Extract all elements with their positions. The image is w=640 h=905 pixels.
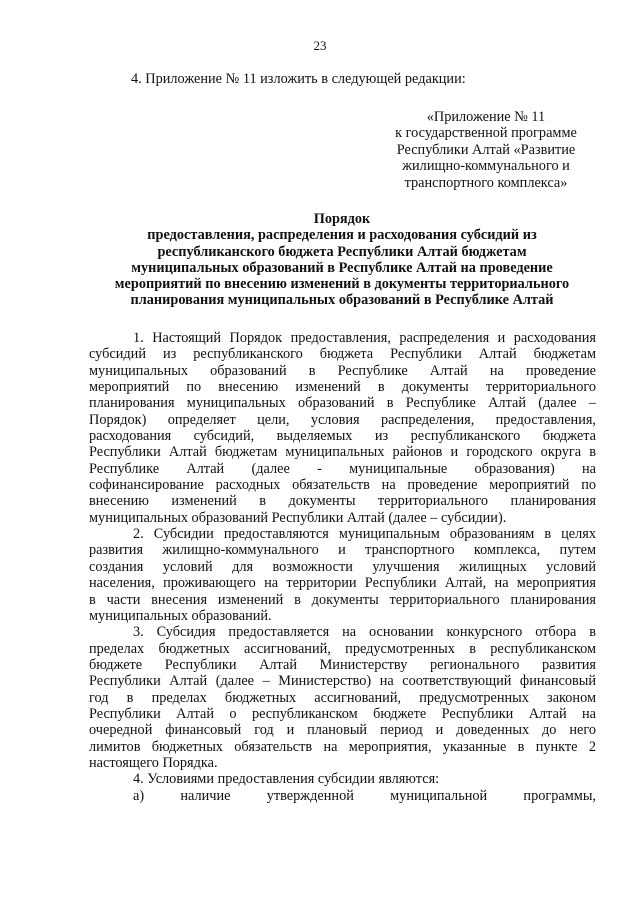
body-text [89, 330, 596, 804]
paragraph-line: бюджете Республики Алтай Министерству регионального развития [89, 656, 596, 673]
paragraph-line: населения, проживающего на территории Республики Алтай, на мероприятия [89, 575, 596, 592]
paragraph-line: Республики Алтай (далее – Министерство) на соответствующий финансовый [89, 673, 596, 690]
paragraph-line: мероприятий по внесению изменений в документы территориального [89, 379, 596, 396]
annex-line: Республики Алтай «Развитие [396, 141, 576, 158]
title-line: мероприятий по внесению изменений в документы территориального [114, 276, 570, 293]
paragraph-line: создания условий для возможности улучшения жилищных условий [89, 558, 596, 575]
paragraph [89, 771, 596, 787]
title-line: муниципальных образований в Республике Алтай на проведение [131, 259, 553, 276]
paragraph-line: год в пределах бюджетных ассигнований, предусмотренных законом [89, 689, 596, 706]
title-line: планирования муниципальных образований в Республике Алтай [130, 292, 554, 309]
annex-line: жилищно-коммунального и [402, 158, 570, 175]
paragraph-line: расходования субсидий, выделяемых из республиканского бюджета [89, 428, 596, 445]
paragraph [89, 526, 596, 624]
paragraph-line: софинансирование расходных обязательств на проведение мероприятий по [89, 477, 596, 494]
paragraph-line: муниципальных образований в Республике Алтай на проведение [89, 362, 596, 379]
paragraph-line: Республики Алтай бюджетам муниципальных районов и городского округа в [89, 444, 596, 461]
paragraph-line: внесению изменений в документы территориального планирования [89, 493, 596, 510]
annex-line: транспортного комплекса» [404, 174, 568, 191]
document-title [88, 211, 596, 309]
paragraph-line: настоящего Порядка. [89, 754, 218, 771]
paragraph [89, 330, 596, 526]
annex-heading [372, 109, 600, 191]
title-line: предоставления, распределения и расходования субсидий из [147, 227, 537, 244]
paragraph-line: в части внесения изменений в документы территориального планирования [89, 591, 596, 608]
paragraph-line: Порядок) определяет цели, условия распределения, предоставления, [89, 411, 596, 428]
title-line: республиканского бюджета Республики Алтай бюджетам [157, 243, 527, 260]
page-number: 23 [313, 38, 327, 53]
paragraph-line: Республики Алтай о республиканском бюджете Республики Алтай на [89, 705, 596, 722]
paragraph-line: очередной финансовый год и плановый период и доведенных до него [89, 722, 596, 739]
annex-line: «Приложение № 11 [426, 109, 546, 125]
paragraph-line: пределах бюджетных ассигнований, предусмотренных в республиканском [89, 640, 596, 657]
amendment-intro: 4. Приложение № 11 изложить в следующей редакции: [131, 71, 466, 87]
paragraph-line: развития жилищно-коммунального и транспортного комплекса, путем [89, 542, 596, 559]
annex-line: к государственной программе [395, 125, 577, 142]
paragraph-line: а) наличие утвержденной муниципальной программы, [133, 787, 596, 804]
paragraph-line: 2. Субсидии предоставляются муниципальным образованиям в целях [133, 526, 596, 543]
title-line: Порядок [313, 211, 371, 227]
paragraph-line: планирования муниципальных образований в Республике Алтай (далее – [89, 395, 596, 412]
paragraph-line: 1. Настоящий Порядок предоставления, распределения и расходования [133, 330, 596, 346]
paragraph-line: 4. Условиями предоставления субсидии являются: [133, 771, 440, 788]
paragraph [89, 788, 596, 804]
paragraph-line: Республике Алтай (далее - муниципальные образования) на [89, 460, 596, 477]
paragraph-line: муниципальных образований. [89, 607, 272, 624]
paragraph [89, 624, 596, 771]
paragraph-line: лимитов бюджетных обязательств на мероприятия, указанные в пункте 2 [89, 738, 596, 755]
paragraph-line: субсидий из республиканского бюджета Республики Алтай бюджетам [89, 346, 596, 363]
paragraph-line: 3. Субсидия предоставляется на основании конкурсного отбора в [133, 624, 596, 641]
paragraph-line: муниципальных образований Республики Алтай (далее – субсидии). [89, 509, 507, 526]
